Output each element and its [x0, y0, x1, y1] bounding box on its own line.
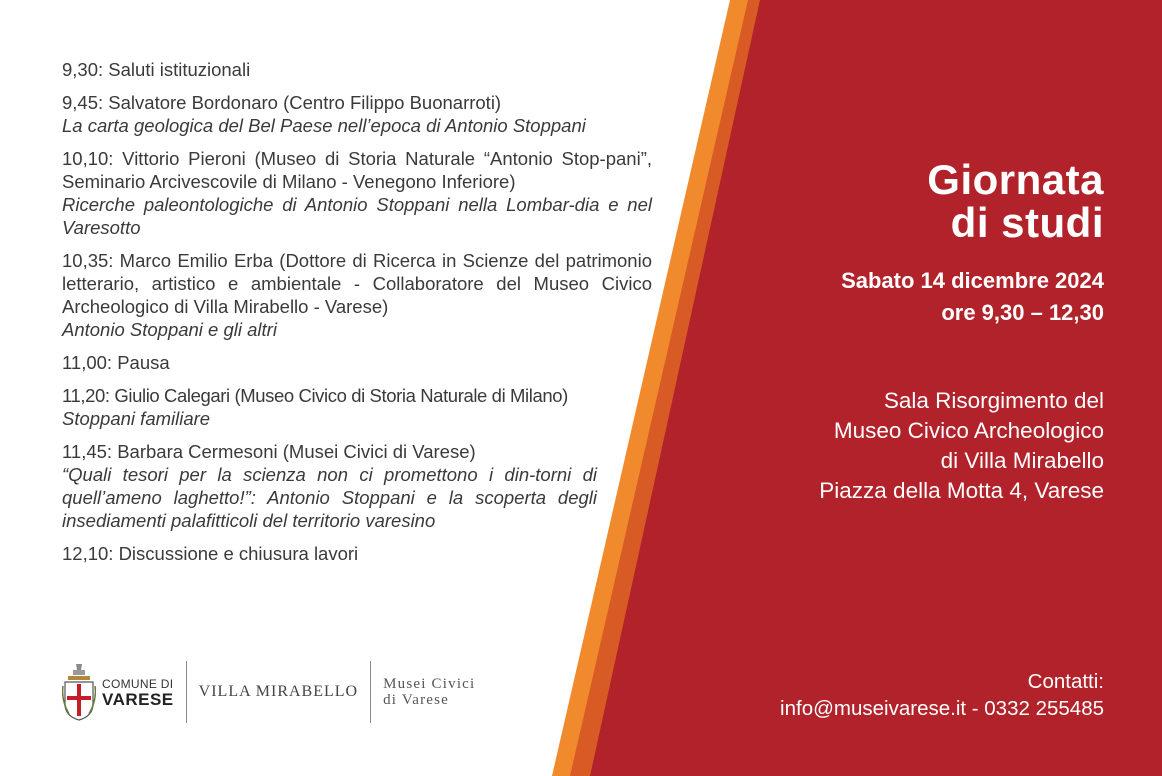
program-time-speaker: 11,20: Giulio Calegari (Museo Civico di Storia Naturale di Milano): [62, 385, 568, 406]
comune-label: COMUNE DI: [102, 677, 174, 691]
program-list: [62, 58, 652, 575]
divider: [186, 661, 187, 723]
program-item: [62, 542, 652, 565]
program-time-speaker: 12,10: Discussione e chiusura lavori: [62, 543, 359, 564]
comune-name: VARESE: [102, 690, 174, 709]
contacts-line[interactable]: info@museivarese.it - 0332 255485: [780, 697, 1104, 720]
program-item: [62, 91, 652, 137]
headline-line: di studi: [950, 199, 1104, 246]
program-item: [62, 440, 597, 532]
contacts: [780, 668, 1104, 722]
program-talk-title: Antonio Stoppani e gli altri: [62, 319, 277, 340]
contacts-label: Contatti:: [1027, 670, 1104, 693]
venue-line: Museo Civico Archeologico: [833, 418, 1104, 443]
musei-civici-logo: [383, 676, 475, 708]
program-time-speaker: 9,45: Salvatore Bordonaro (Centro Filippo Buonarroti): [62, 92, 502, 113]
program-talk-title: Stoppani familiare: [62, 408, 211, 429]
villa-mirabello-logo: VILLA MIRABELLO: [198, 683, 359, 700]
program-talk-title: La carta geologica del Bel Paese nell’epoca di Antonio Stoppani: [62, 115, 586, 136]
venue-line: Sala Risorgimento del: [883, 388, 1104, 413]
event-headline: [927, 158, 1104, 244]
venue-line: Piazza della Motta 4, Varese: [819, 478, 1104, 503]
program-time-speaker: 11,45: Barbara Cermesoni (Musei Civici di Varese): [62, 441, 476, 462]
logos-bar: [62, 660, 475, 724]
date-line: Sabato 14 dicembre 2024: [841, 268, 1104, 293]
event-venue: [819, 386, 1104, 506]
time-line: ore 9,30 – 12,30: [941, 300, 1104, 325]
program-item: [62, 384, 652, 430]
event-date: [841, 265, 1104, 329]
varese-crest-icon: [62, 662, 96, 722]
program-time-speaker: 10,35: Marco Emilio Erba (Dottore di Ricerca in Scienze del patrimonio letterario, artistico e ambientale - Collaboratore del Museo Civico Archeologico di Villa Mirabello - Varese): [62, 250, 652, 317]
divider: [370, 661, 371, 723]
musei-line: di Varese: [383, 692, 450, 708]
program-time-speaker: 10,10: Vittorio Pieroni (Museo di Storia Naturale “Antonio Stop-pani”, Seminario Arcivescovile di Milano - Venegono Inferiore): [62, 148, 652, 192]
program-item: [62, 147, 652, 239]
program-item: [62, 351, 652, 374]
program-item: [62, 249, 652, 341]
musei-line: Musei Civici: [383, 676, 476, 692]
venue-line: di Villa Mirabello: [940, 448, 1104, 473]
program-time-speaker: 9,30: Saluti istituzionali: [62, 59, 251, 80]
program-talk-title: “Quali tesori per la scienza non ci promettono i din-torni di quell’ameno laghetto!”: Antonio Stoppani e la scoperta degli insediamenti palafitticoli del territorio varesino: [62, 464, 597, 531]
comune-logo-text: [102, 676, 174, 708]
headline-line: Giornata: [927, 156, 1104, 203]
program-item: [62, 58, 652, 81]
program-time-speaker: 11,00: Pausa: [62, 352, 170, 373]
program-talk-title: Ricerche paleontologiche di Antonio Stoppani nella Lombar-dia e nel Varesotto: [62, 194, 652, 238]
